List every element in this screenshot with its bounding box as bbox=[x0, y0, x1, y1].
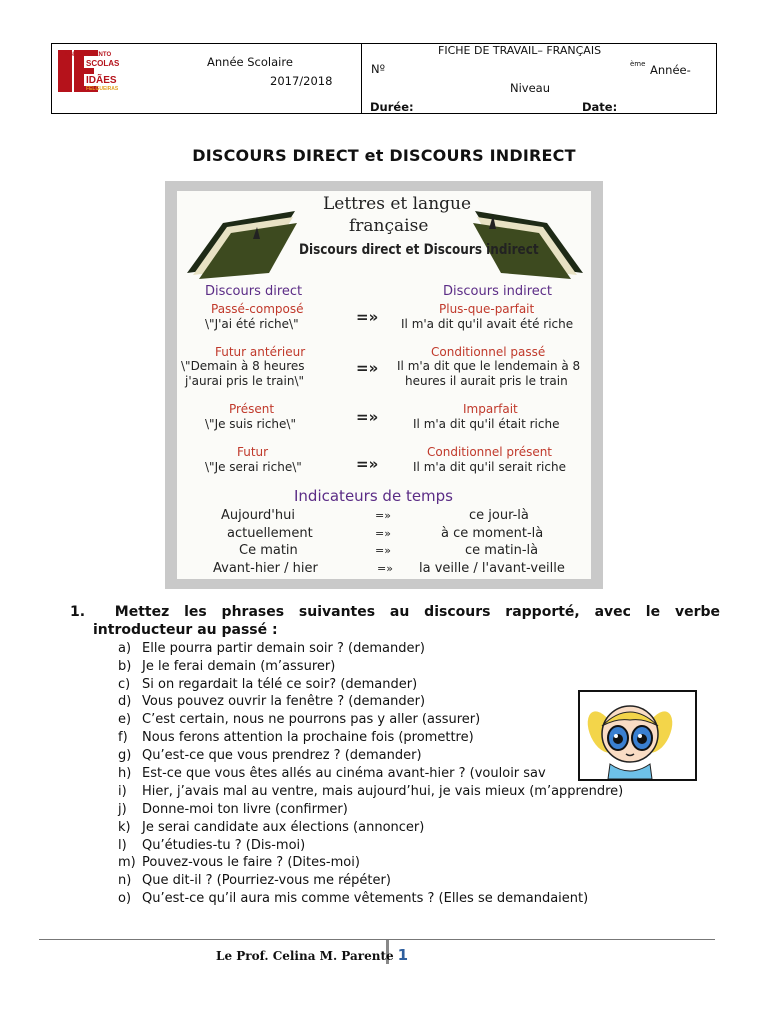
example-direct-4: \"Je serai riche\" bbox=[205, 460, 302, 474]
svg-text:AGRUPAMENTO: AGRUPAMENTO bbox=[64, 52, 112, 58]
indicator-from-1: Aujourd'hui bbox=[221, 508, 295, 523]
svg-text:FELGUEIRAS: FELGUEIRAS bbox=[86, 86, 119, 92]
svg-text:IDÃES: IDÃES bbox=[86, 75, 117, 86]
list-item: m) Pouvez-vous le faire ? (Dites-moi) bbox=[118, 855, 360, 870]
cartoon-girl-icon bbox=[580, 692, 695, 779]
level-label: Niveau bbox=[510, 81, 551, 95]
list-item: g) Qu’est-ce que vous prendrez ? (demander) bbox=[118, 748, 422, 763]
list-item: l) Qu’étudies-tu ? (Dis-moi) bbox=[118, 838, 306, 853]
indicator-to-3: ce matin-là bbox=[465, 543, 539, 558]
example-indirect-2a: Il m'a dit que le lendemain à 8 bbox=[397, 359, 581, 373]
school-logo bbox=[58, 50, 128, 92]
list-item: c) Si on regardait la télé ce soir? (demander) bbox=[118, 677, 418, 692]
school-year-label: Année Scolaire bbox=[207, 55, 293, 69]
example-direct-1: \"J'ai été riche\" bbox=[205, 317, 299, 331]
page-number: 1 bbox=[397, 946, 409, 964]
exercise-instruction-text: Mettez les phrases suivantes au discours rapporté, avec le verbe bbox=[114, 604, 720, 620]
list-item: i) Hier, j’avais mal au ventre, mais aujourd’hui, je vais mieux (m’apprendre) bbox=[118, 784, 624, 799]
exercise-instruction-line2: introducteur au passé : bbox=[93, 622, 278, 638]
header-table bbox=[51, 43, 717, 114]
list-item: f) Nous ferons attention la prochaine fois (promettre) bbox=[118, 730, 474, 745]
list-item: j) Donne-moi ton livre (confirmer) bbox=[118, 802, 348, 817]
indicator-to-4: la veille / l'avant-veille bbox=[419, 561, 565, 576]
poster-heading-1: Lettres et langue bbox=[323, 194, 472, 214]
indicator-from-3: Ce matin bbox=[239, 543, 298, 558]
left-book-icon bbox=[183, 193, 301, 281]
cartoon-girl-image bbox=[578, 690, 697, 781]
list-item: e) C’est certain, nous ne pourrons pas y aller (assurer) bbox=[118, 712, 481, 727]
superscript: ème bbox=[630, 60, 646, 68]
tense-direct-3: Présent bbox=[229, 402, 275, 416]
list-item: d) Vous pouvez ouvrir la fenêtre ? (demander) bbox=[118, 694, 426, 709]
page-title: DISCOURS DIRECT et DISCOURS INDIRECT bbox=[192, 146, 576, 165]
example-indirect-1: Il m'a dit qu'il avait été riche bbox=[401, 317, 574, 331]
arrow-3: =» bbox=[356, 408, 379, 426]
col-direct-label: Discours direct bbox=[205, 284, 303, 299]
tense-indirect-2: Conditionnel passé bbox=[431, 345, 546, 359]
arrow-1: =» bbox=[356, 308, 379, 326]
tense-direct-2: Futur antérieur bbox=[215, 345, 306, 359]
exercise-instruction-line1 bbox=[70, 602, 720, 622]
indicator-from-2: actuellement bbox=[227, 526, 313, 541]
sheet-title: FICHE DE TRAVAIL– FRANÇAIS bbox=[438, 44, 602, 57]
indicator-to-1: ce jour-là bbox=[469, 508, 529, 523]
grammar-poster bbox=[165, 181, 603, 589]
indicator-arrow-1: =» bbox=[375, 509, 391, 522]
footer bbox=[216, 946, 408, 964]
poster-panel bbox=[177, 191, 591, 579]
number-label: Nº bbox=[371, 62, 386, 76]
indicators-title: Indicateurs de temps bbox=[294, 487, 454, 505]
example-indirect-3: Il m'a dit qu'il était riche bbox=[413, 417, 560, 431]
exercise-number: 1. bbox=[70, 604, 86, 620]
arrow-2: =» bbox=[356, 359, 379, 377]
example-direct-2a: \"Demain à 8 heures bbox=[181, 359, 305, 373]
tense-indirect-4: Conditionnel présent bbox=[427, 445, 553, 459]
indicator-to-2: à ce moment-là bbox=[441, 526, 544, 541]
indicator-arrow-3: =» bbox=[375, 544, 391, 557]
list-item: k) Je serai candidate aux élections (annoncer) bbox=[118, 820, 425, 835]
svg-text:DE: DE bbox=[86, 69, 93, 75]
footer-divider bbox=[39, 939, 715, 940]
right-book-icon bbox=[469, 193, 587, 281]
poster-subheading: Discours direct et Discours indirect bbox=[299, 242, 539, 258]
tense-direct-1: Passé-composé bbox=[211, 302, 304, 316]
indicator-arrow-2: =» bbox=[375, 527, 391, 540]
list-item: h) Est-ce que vous êtes allés au cinéma avant-hier ? (vouloir sav bbox=[118, 766, 546, 781]
indicator-from-4: Avant-hier / hier bbox=[213, 561, 318, 576]
date-label: Date: bbox=[582, 100, 618, 114]
example-indirect-2b: heures il aurait pris le train bbox=[405, 374, 568, 388]
list-item: o) Qu’est-ce qu’il aura mis comme vêtements ? (Elles se demandaient) bbox=[118, 891, 589, 906]
list-item: b) Je le ferai demain (m’assurer) bbox=[118, 659, 336, 674]
example-direct-2b: j'aurai pris le train\" bbox=[185, 374, 305, 388]
tense-indirect-1: Plus-que-parfait bbox=[439, 302, 535, 316]
indicator-arrow-4: =» bbox=[377, 562, 393, 575]
poster-heading-2: française bbox=[349, 216, 429, 236]
svg-text:SCOLAS: SCOLAS bbox=[86, 59, 120, 68]
example-indirect-4: Il m'a dit qu'il serait riche bbox=[413, 460, 566, 474]
tense-indirect-3: Imparfait bbox=[463, 402, 518, 416]
duration-label: Durée: bbox=[370, 100, 414, 114]
header-divider bbox=[361, 44, 362, 113]
tense-direct-4: Futur bbox=[237, 445, 269, 459]
example-direct-3: \"Je suis riche\" bbox=[205, 417, 296, 431]
col-indirect-label: Discours indirect bbox=[443, 284, 553, 299]
footer-author: Le Prof. Celina M. Parente bbox=[216, 949, 394, 963]
arrow-4: =» bbox=[356, 455, 379, 473]
list-item: a) Elle pourra partir demain soir ? (demander) bbox=[118, 641, 425, 656]
year-level-label: Année- bbox=[650, 63, 691, 77]
list-item: n) Que dit-il ? (Pourriez-vous me répéter) bbox=[118, 873, 391, 888]
school-year: 2017/2018 bbox=[270, 74, 333, 88]
